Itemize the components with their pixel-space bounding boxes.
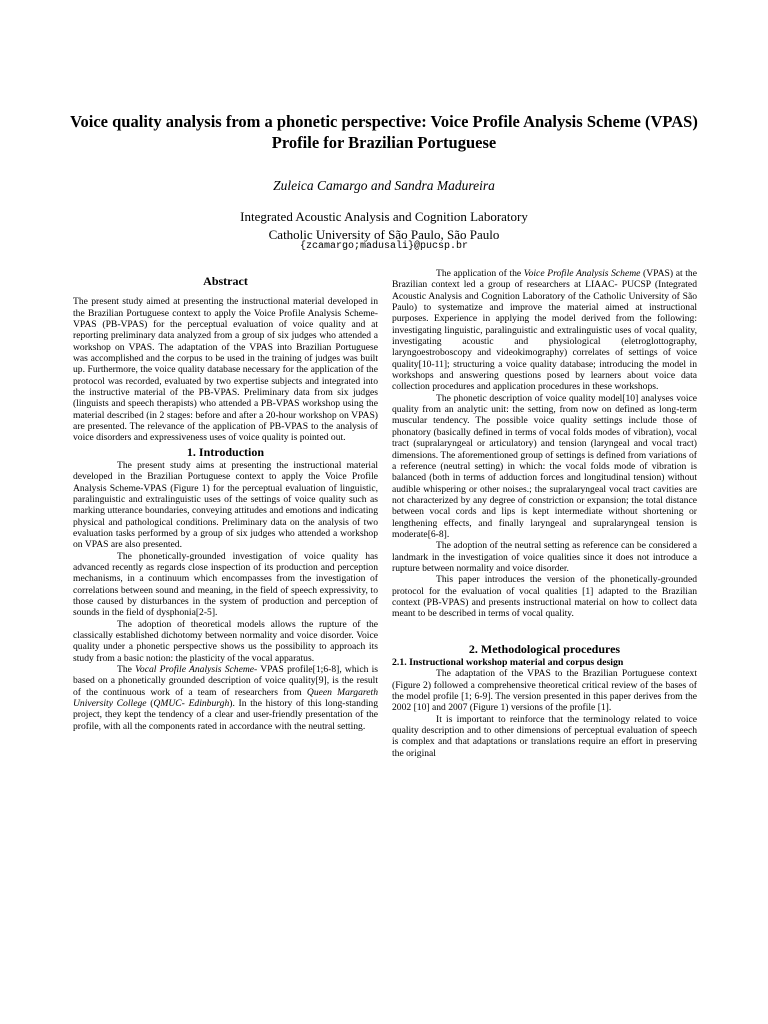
right-paragraph-1 xyxy=(392,268,697,393)
right-p1-text-b: (VPAS) at the Brazilian context led a group of researchers at LIAAC- PUCSP (Integrated Acoustic Analysis and Cognition Laboratory of the Catholic University of São Paulo) to systematize and improve the material aimed at instructional purposes. Experience in applying the model derived from the following: investigating linguistic, paralinguistic and extralinguistic uses of vocal quality, investigating acoustic and physiological (eletroglottography, laryngoestroboscopy and videokimography) correlates of settings of voice quality[10-11]; structuring a voice quality database; introducing the model in workshops and answering questions posed by learners about voice data collection procedures and application procedures in these workshops. xyxy=(392,268,697,393)
intro-p4-text-d: ). In the history of this long-standing project, they kept the tendency of a clear and user-friendly presentation of the profile, with all the components rated in accordance with the neutral setting. xyxy=(73,698,379,732)
intro-paragraph-2: The phonetically-grounded investigation of voice quality has advanced recently as regards close inspection of its production and perception mechanisms, in a continuum which encompasses from the investigation of correlations between sound and meaning, in the field of speech expressivity, to those caused by disturbances in the system of production and perception of sounds in the field of dysphonia[2-5]. xyxy=(73,550,378,619)
intro-paragraph-3: The adoption of theoretical models allows the rupture of the classically established dichotomy between normality and voice disorder. Voice quality under a phonetic perspective shows us the possibility to approach its study from a basic notion: the plasticity of the vocal apparatus. xyxy=(73,618,378,664)
intro-paragraph-4 xyxy=(73,664,378,732)
intro-p4-text-b: - VPAS profile[1;6-8], which is based on a phonetically grounded description of voice quality[9], is the result of the continuous work of a team of researchers from xyxy=(73,664,378,698)
right-p1-italic-vpas: Voice Profile Analysis Scheme xyxy=(523,268,641,279)
intro-p4-text-a: The xyxy=(117,664,136,675)
author-email: {zcamargo;madusali}@pucsp.br xyxy=(299,241,469,252)
affiliation xyxy=(0,208,768,244)
right-p1-text-a: The application of the xyxy=(436,268,524,279)
intro-p4-italic-qmuc: QMUC- Edinburgh xyxy=(153,698,230,710)
right-paragraph-6: It is important to reinforce that the terminology related to voice quality description and to other dimensions of perceptual evaluation of speech is complex and that adaptations or translations require an effort in preserving the original xyxy=(392,713,697,759)
left-column xyxy=(73,276,378,732)
intro-p4-italic-vpas: Vocal Profile Analysis Scheme xyxy=(135,664,255,675)
section-heading-introduction: 1. Introduction xyxy=(186,444,265,459)
affiliation-line-1: Integrated Acoustic Analysis and Cognition Laboratory xyxy=(240,209,528,224)
right-paragraph-5: The adaptation of the VPAS to the Brazilian Portuguese context (Figure 2) followed a comprehensive theoretical critical review of the bases of the model profile [1; 6-9]. The version presented in this paper derives from the 2002 [10] and 2007 (Figure 1) versions of the profile [1]. xyxy=(392,668,697,714)
authors: Zuleica Camargo and Sandra Madureira xyxy=(273,178,495,193)
right-column xyxy=(392,268,697,759)
abstract-text: The present study aimed at presenting the instructional material developed in the Brazilian Portuguese context to apply the Voice Profile Analysis Scheme-VPAS (PB-VPAS) for the perceptual evaluation of voice quality and at reporting preliminary data analyzed from a group of six judges who attended a workshop on VPAS. The adaptation of the VPAS into Brazilian Portuguese was accomplished and the corpus to be used in the training of judges was built up. Furthermore, the voice quality database necessary for the application of the protocol was recorded, evaluated by two expertise subjects and integrated into the instructive material of the PB-VPAS. Preliminary data from six judges (linguists and speech therapists) who attended a PB-VPAS workshop using the material described (in 2 stages: before and after a 20-hour workshop on VPAS) are presented. The relevance of the application of PB-VPAS to the analysis of voice disorders and expressiveness uses of voice quality is pointed out. xyxy=(73,296,378,444)
right-paragraph-3: The adoption of the neutral setting as reference can be considered a landmark in the investigation of voice qualities since it does not introduce a rupture between normality and voice disorder. xyxy=(392,540,697,574)
paper-title: Voice quality analysis from a phonetic perspective: Voice Profile Analysis Scheme (VPAS) Profile for Brazilian Portuguese xyxy=(70,112,698,152)
subsection-heading-workshop: 2.1. Instructional workshop material and corpus design xyxy=(392,656,624,668)
affiliation-line-2: Catholic University of São Paulo, São Paulo xyxy=(268,227,500,242)
intro-paragraph-1: The present study aims at presenting the instructional material developed in the Brazilian Portuguese context to apply the Voice Profile Analysis Scheme-VPAS (Figure 1) for the perceptual evaluation of linguistic, paralinguistic and extralinguistic uses of the settings of voice quality such as marking utterance boundaries, conveying attitudes and emotions and indicating physical and pathological conditions. Preliminary data on the analysis of two evaluation tasks performed by a group of six judges who attended a workshop on VPAS are also presented. xyxy=(73,459,378,551)
intro-p4-text-c: ( xyxy=(146,698,154,710)
right-paragraph-4: This paper introduces the version of the phonetically-grounded protocol for the evaluation of vocal qualities [1] adapted to the Brazilian context (PB-VPAS) and presents instructional material on how to collect data meant to be described in terms of vocal quality. xyxy=(392,574,697,620)
intro-p4-italic-university: Queen Margareth University College xyxy=(73,686,378,710)
section-heading-methods: 2. Methodological procedures xyxy=(468,641,621,656)
abstract-heading: Abstract xyxy=(203,274,248,288)
right-paragraph-2: The phonetic description of voice quality model[10] analyses voice quality from an analytic unit: the setting, from now on defined as long-term muscular tendency. The possible voice quality settings include those of phonatory (basically defined in terms of vocal folds modes of vibration), vocal tract (supralaryngeal or articulatory) and tension (laryngeal and vocal tract) dimensions. The aforementioned group of settings is defined from variations of a reference (neutral setting) in which: the vocal folds mode of vibration is balanced (both in terms of adduction forces and longitudinal tension) without audible whispering or other noises.; the supralaryngeal vocal tract cavities are not characterized by any degree of constriction or expansion; the total distance between vocal cords and lips is kept intermediate without shortening or lengthening effects, and finally laryngeal and supralaryngeal tension is moderate[6-8]. xyxy=(392,392,697,540)
